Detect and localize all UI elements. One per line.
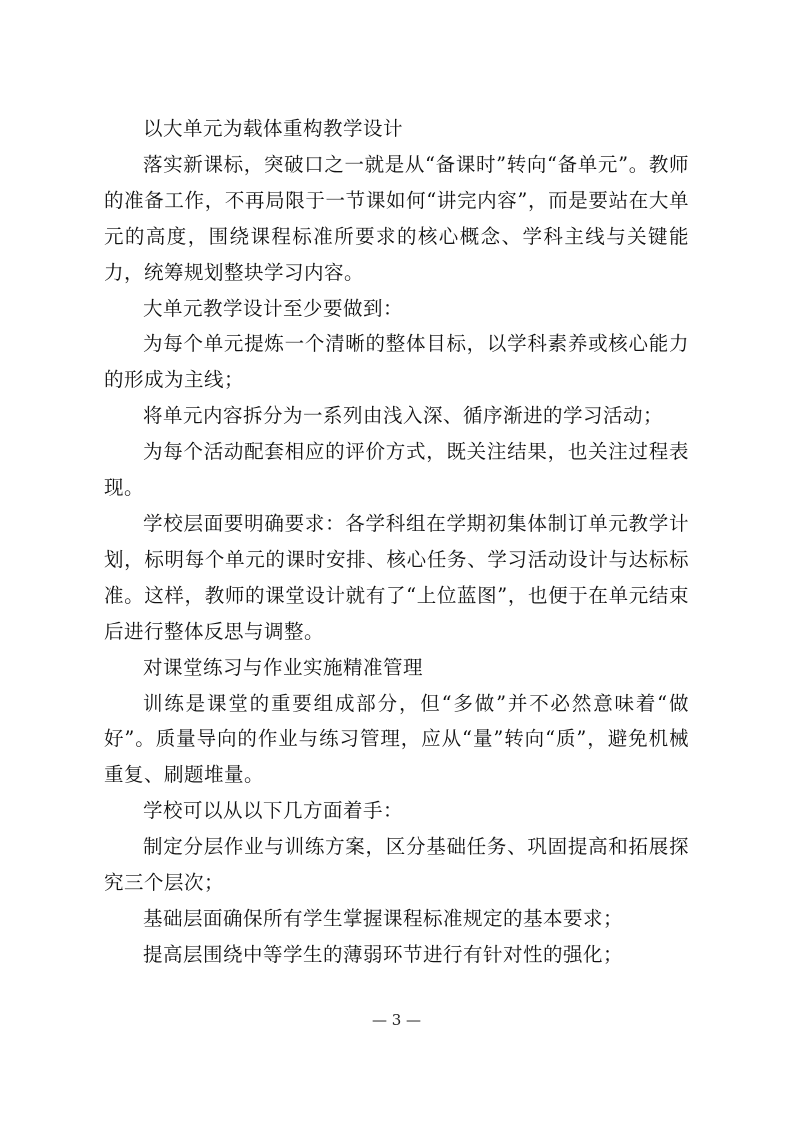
paragraph: 落实新课标，突破口之一就是从“备课时”转向“备单元”。教师的准备工作，不再局限于一节课如何“讲完内容”，而是要站在大单元的高度，围绕课程标准所要求的核心概念、学科主线与关键能力，统筹规划整块学习内容。 <box>104 152 689 284</box>
paragraph: 为每个单元提炼一个清晰的整体目标，以学科素养或核心能力的形成为主线； <box>104 332 689 392</box>
paragraph: 大单元教学设计至少要做到： <box>143 296 404 320</box>
paragraph: 学校可以从以下几方面着手： <box>143 799 404 823</box>
paragraph: 基础层面确保所有学生掌握课程标准规定的基本要求； <box>143 906 624 930</box>
paragraph: 将单元内容拆分为一系列由浅入深、循序渐进的学习活动； <box>143 404 664 428</box>
paragraph: 制定分层作业与训练方案，区分基础任务、巩固提高和拓展探究三个层次； <box>104 835 689 895</box>
paragraph: 提高层围绕中等学生的薄弱环节进行有针对性的强化； <box>143 942 624 966</box>
paragraph: 学校层面要明确要求：各学科组在学期初集体制订单元教学计划，标明每个单元的课时安排、核心任务、学习活动设计与达标标准。这样，教师的课堂设计就有了“上位蓝图”，也便于在单元结束后进行整体反思与调整。 <box>104 511 689 643</box>
page-number: — 3 — <box>371 1011 422 1029</box>
paragraph: 训练是课堂的重要组成部分，但“多做”并不必然意味着“做好”。质量导向的作业与练习管理，应从“量”转向“质”，避免机械重复、刷题堆量。 <box>104 691 689 787</box>
paragraph: 为每个活动配套相应的评价方式，既关注结果，也关注过程表现。 <box>104 440 689 500</box>
section-heading: 以大单元为载体重构教学设计 <box>143 117 404 140</box>
section-heading: 对课堂练习与作业实施精准管理 <box>143 655 424 679</box>
body-text <box>104 111 689 973</box>
